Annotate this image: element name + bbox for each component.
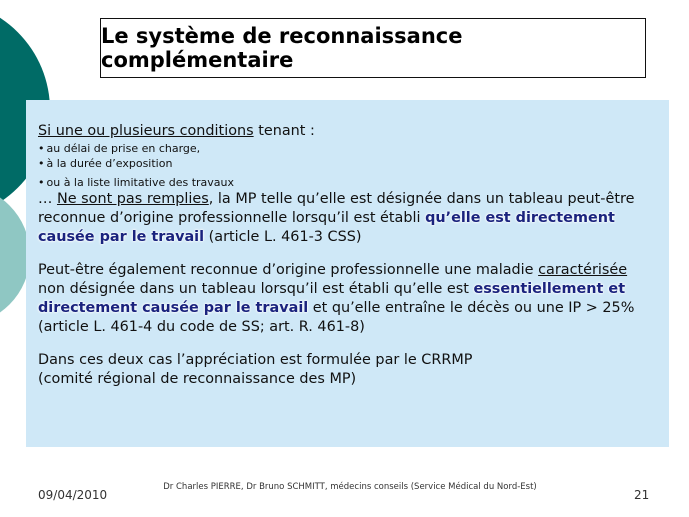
para2-text-c: et qu’elle entraîne le décès ou une IP > 25%	[308, 300, 635, 316]
bullet-item	[38, 141, 655, 156]
slide-title: Le système de reconnaissance complémentaire	[101, 24, 463, 72]
footer-authors: Dr Charles PIERRE, Dr Bruno SCHMITT, médecins conseils (Service Médical du Nord-Est)	[163, 482, 537, 492]
bullet-text: au délai de prise en charge,	[46, 142, 201, 155]
title-box	[100, 18, 646, 78]
bullet-item	[38, 156, 655, 171]
paragraph-1	[38, 190, 655, 247]
para2-emphasis: essentiellement et directement causée par le travail	[38, 281, 626, 316]
para1-text: , la MP telle qu’elle est désignée dans un tableau peut-être reconnue d’origine professionnelle lorsqu’il est établi	[38, 191, 635, 226]
intro-underlined: Si une ou plusieurs conditions	[38, 123, 254, 139]
para2-text-a: Peut-être également reconnue d’origine professionnelle une maladie	[38, 262, 539, 278]
para1-emphasis: qu’elle est directement causée par le travail	[38, 210, 615, 245]
paragraph-2-reference: (article L. 461-4 du code de SS; art. R. 461-8)	[38, 319, 365, 335]
footer-date: 09/04/2010	[38, 488, 108, 502]
paragraph-3-line-1: Dans ces deux cas l’appréciation est formulée par le CRRMP	[38, 352, 473, 368]
intro-rest: tenant :	[253, 123, 315, 139]
para1-lead: …	[38, 191, 57, 207]
content-box	[26, 100, 669, 447]
para2-underlined: caractérisée	[538, 262, 628, 278]
bullet-item	[38, 175, 655, 190]
para1-underlined: Ne sont pas remplies	[56, 191, 209, 207]
bullet-text: ou à la liste limitative des travaux	[46, 176, 235, 189]
para2-text-b: non désignée dans un tableau lorsqu’il est établi qu’elle est	[38, 281, 474, 297]
page-number: 21	[634, 488, 650, 502]
paragraph-2	[38, 261, 655, 318]
intro-line	[38, 122, 655, 141]
bullet-dot: •	[38, 157, 45, 170]
para1-tail: (article L. 461-3 CSS)	[204, 229, 362, 245]
bullet-dot: •	[38, 176, 45, 189]
bullet-dot: •	[38, 142, 45, 155]
bullet-text: à la durée d’exposition	[46, 157, 173, 170]
paragraph-3-line-2: (comité régional de reconnaissance des MP)	[38, 371, 357, 387]
